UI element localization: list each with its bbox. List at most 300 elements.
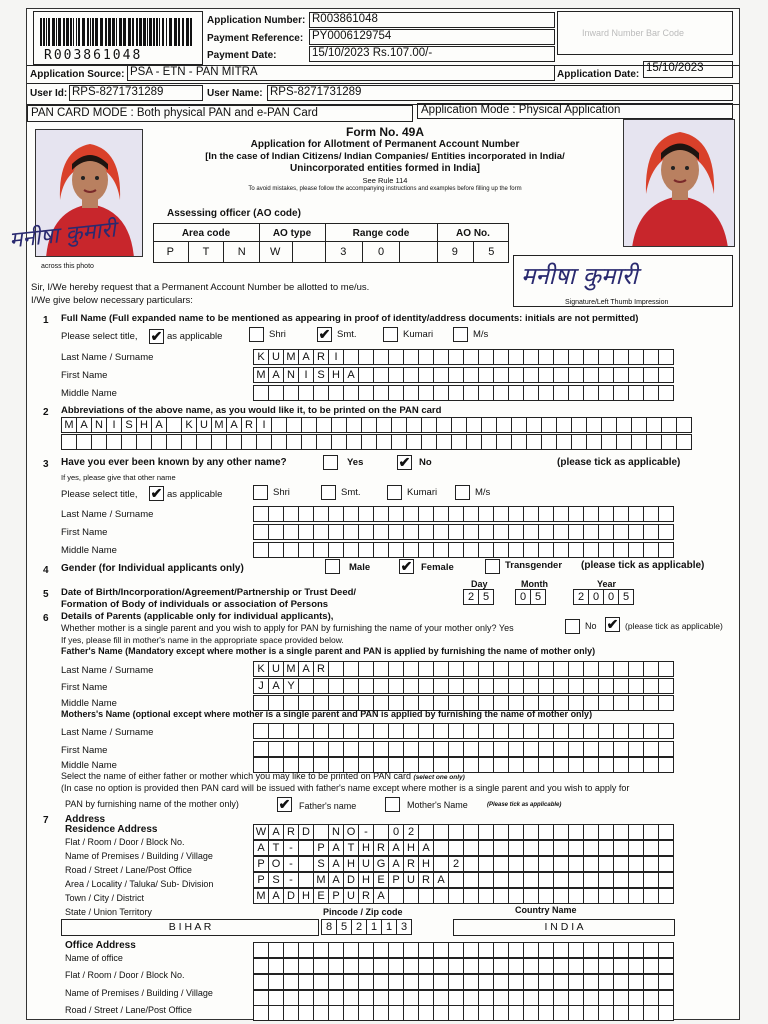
- s6-father-title: Father's Name (Mandatory except where mother is a single parent and PAN is applied by furnishing the name of mother only): [61, 646, 596, 656]
- barcode-bar: [166, 18, 167, 46]
- grid-cell: [598, 695, 614, 711]
- grid-cell: [388, 542, 404, 558]
- grid-cell: 5: [618, 589, 634, 605]
- grid-cell: E: [313, 888, 329, 904]
- grid-cell: [418, 723, 434, 739]
- s6-no-checkbox[interactable]: ✔: [606, 616, 619, 632]
- grid-cell: [643, 840, 659, 856]
- grid-cell: [643, 349, 659, 365]
- s5-month-label: Month: [521, 579, 548, 589]
- s1-ms-label: M/s: [473, 329, 489, 340]
- s6-father-opt-checkbox[interactable]: ✔: [278, 796, 291, 812]
- grid-cell: [493, 723, 509, 739]
- grid-cell: [313, 824, 329, 840]
- s1-first-grid[interactable]: [253, 367, 673, 383]
- grid-cell: [403, 542, 419, 558]
- s6-mother-last-grid[interactable]: [253, 723, 673, 739]
- grid-cell: [196, 434, 212, 450]
- grid-cell: [628, 695, 644, 711]
- grid-cell: [628, 824, 644, 840]
- grid-cell: [433, 678, 449, 694]
- grid-cell: [403, 367, 419, 383]
- app-number-value: R003861048: [309, 12, 555, 28]
- grid-cell: [643, 990, 659, 1006]
- grid-cell: [571, 434, 587, 450]
- grid-cell: [373, 661, 389, 677]
- s3-first-grid[interactable]: [253, 524, 673, 540]
- grid-cell: [283, 723, 299, 739]
- grid-cell: [286, 434, 302, 450]
- s7-office-premises-grid[interactable]: [253, 990, 673, 1006]
- s3-shri-checkbox[interactable]: [253, 485, 268, 500]
- s7-state-label: State / Union Territory: [65, 907, 152, 917]
- grid-cell: [598, 349, 614, 365]
- s6-mother-first-grid[interactable]: [253, 741, 673, 757]
- grid-cell: H: [358, 872, 374, 888]
- grid-cell: [583, 367, 599, 383]
- ao-no-label: AO No.: [456, 228, 490, 239]
- grid-cell: [553, 840, 569, 856]
- grid-cell: [496, 417, 512, 433]
- barcode-bar: [73, 18, 74, 46]
- grid-cell: [643, 974, 659, 990]
- grid-cell: [463, 888, 479, 904]
- range-code-label: Range code: [352, 228, 410, 239]
- barcode-bar: [112, 18, 115, 46]
- grid-cell: [478, 385, 494, 401]
- grid-cell: [493, 661, 509, 677]
- grid-cell: 2: [403, 824, 419, 840]
- grid-cell: A: [298, 661, 314, 677]
- grid-cell: M: [283, 349, 299, 365]
- grid-cell: [433, 958, 449, 974]
- grid-cell: [433, 741, 449, 757]
- s4-female-checkbox[interactable]: ✔: [400, 558, 413, 574]
- grid-cell: [508, 974, 524, 990]
- grid-cell: [268, 990, 284, 1006]
- grid-cell: [463, 506, 479, 522]
- app-date-label: Application Date:: [557, 69, 640, 80]
- grid-cell: [358, 349, 374, 365]
- s1-middle-grid[interactable]: [253, 385, 673, 401]
- s7-town-grid[interactable]: [253, 888, 673, 904]
- grid-cell: [628, 542, 644, 558]
- grid-cell: [508, 888, 524, 904]
- grid-cell: [496, 434, 512, 450]
- grid-cell: 2: [463, 589, 479, 605]
- s5-day-label: Day: [471, 579, 488, 589]
- grid-cell: [628, 840, 644, 856]
- grid-cell: [448, 872, 464, 888]
- grid-cell: M: [61, 417, 77, 433]
- s4-trans-checkbox[interactable]: [485, 559, 500, 574]
- ao-cell: N: [237, 246, 246, 258]
- grid-cell: S: [313, 367, 329, 383]
- grid-cell: [418, 349, 434, 365]
- s2-abbr-grid-1[interactable]: [61, 417, 691, 433]
- grid-cell: [298, 542, 314, 558]
- grid-cell: [628, 872, 644, 888]
- grid-cell: 5: [530, 589, 546, 605]
- s1-smt-checkbox[interactable]: ✔: [318, 326, 331, 342]
- grid-cell: [553, 506, 569, 522]
- payment-date-label: Payment Date:: [207, 50, 277, 61]
- header-divider-2: [27, 83, 739, 84]
- grid-cell: [268, 385, 284, 401]
- barcode-bar: [147, 18, 148, 46]
- grid-cell: [613, 974, 629, 990]
- grid-cell: [508, 367, 524, 383]
- grid-cell: [343, 506, 359, 522]
- barcode-bar: [156, 18, 158, 46]
- grid-cell: [448, 840, 464, 856]
- grid-cell: [313, 506, 329, 522]
- grid-cell: [433, 888, 449, 904]
- grid-cell: D: [283, 888, 299, 904]
- grid-cell: H: [343, 856, 359, 872]
- grid-cell: [418, 524, 434, 540]
- s6-father-last-grid[interactable]: [253, 661, 673, 677]
- grid-cell: [373, 506, 389, 522]
- grid-cell: [376, 417, 392, 433]
- grid-cell: 0: [603, 589, 619, 605]
- grid-cell: S: [121, 417, 137, 433]
- grid-cell: [538, 888, 554, 904]
- s2-abbr-grid-2[interactable]: [61, 434, 691, 450]
- grid-cell: [343, 942, 359, 958]
- grid-cell: [463, 824, 479, 840]
- grid-cell: [493, 1005, 509, 1021]
- grid-cell: [493, 385, 509, 401]
- grid-cell: [493, 824, 509, 840]
- grid-cell: [373, 990, 389, 1006]
- grid-cell: K: [253, 349, 269, 365]
- grid-cell: [553, 542, 569, 558]
- barcode-bar: [174, 18, 177, 46]
- s3-if-yes: If yes, please give that other name: [61, 473, 176, 482]
- grid-cell: [643, 542, 659, 558]
- grid-cell: [268, 723, 284, 739]
- grid-cell: [301, 417, 317, 433]
- s7-road-grid[interactable]: [253, 856, 673, 872]
- s3-shri-label: Shri: [273, 487, 290, 498]
- grid-cell: [598, 958, 614, 974]
- ao-no-cells: [437, 242, 509, 263]
- s7-premises-grid[interactable]: [253, 840, 673, 856]
- grid-cell: M: [313, 872, 329, 888]
- s5-year-grid[interactable]: [573, 589, 633, 605]
- grid-cell: [313, 990, 329, 1006]
- grid-cell: [508, 723, 524, 739]
- grid-cell: [358, 524, 374, 540]
- grid-cell: A: [388, 856, 404, 872]
- grid-cell: [583, 824, 599, 840]
- grid-cell: [358, 678, 374, 694]
- grid-cell: [358, 990, 374, 1006]
- s3-smt-checkbox[interactable]: [321, 485, 336, 500]
- grid-cell: [646, 417, 662, 433]
- s7-office-name-grid-1[interactable]: [253, 942, 673, 958]
- grid-cell: [508, 757, 524, 773]
- s3-ms-checkbox[interactable]: [455, 485, 470, 500]
- grid-cell: [478, 942, 494, 958]
- s3-title-checkbox-sample: ✔: [150, 485, 163, 501]
- grid-cell: [403, 958, 419, 974]
- grid-cell: U: [403, 872, 419, 888]
- grid-cell: [508, 524, 524, 540]
- grid-cell: [313, 385, 329, 401]
- s7-office-flat-grid[interactable]: [253, 974, 673, 990]
- grid-cell: [463, 757, 479, 773]
- grid-cell: [403, 990, 419, 1006]
- grid-cell: [658, 661, 674, 677]
- grid-cell: [283, 385, 299, 401]
- grid-cell: [343, 741, 359, 757]
- grid-cell: [403, 974, 419, 990]
- barcode-bar: [159, 18, 160, 46]
- grid-cell: [448, 524, 464, 540]
- s1-last-grid[interactable]: [253, 349, 673, 365]
- grid-cell: -: [283, 872, 299, 888]
- grid-cell: [523, 349, 539, 365]
- grid-cell: [271, 417, 287, 433]
- grid-cell: [583, 741, 599, 757]
- grid-cell: U: [268, 661, 284, 677]
- s7-flat-grid[interactable]: [253, 824, 673, 840]
- grid-cell: [571, 417, 587, 433]
- s3-kumari-checkbox[interactable]: [387, 485, 402, 500]
- grid-cell: [598, 757, 614, 773]
- s1-shri-checkbox[interactable]: [249, 327, 264, 342]
- s3-select-title: Please select title,: [61, 489, 138, 500]
- s1-kumari-checkbox[interactable]: [383, 327, 398, 342]
- grid-cell: [343, 661, 359, 677]
- grid-cell: [451, 434, 467, 450]
- grid-cell: [358, 741, 374, 757]
- s6-yes-checkbox[interactable]: [565, 619, 580, 634]
- grid-cell: [268, 958, 284, 974]
- grid-cell: [661, 434, 677, 450]
- grid-cell: 1: [366, 919, 382, 935]
- grid-cell: [613, 349, 629, 365]
- s1-shri-label: Shri: [269, 329, 286, 340]
- grid-cell: [658, 942, 674, 958]
- grid-cell: [538, 974, 554, 990]
- s1-ms-checkbox[interactable]: [453, 327, 468, 342]
- grid-cell: [613, 990, 629, 1006]
- grid-cell: [358, 974, 374, 990]
- s7-office-name-grid-2[interactable]: [253, 958, 673, 974]
- photo-caption: across this photo: [41, 263, 94, 270]
- grid-cell: [523, 974, 539, 990]
- grid-cell: [523, 385, 539, 401]
- grid-cell: [658, 757, 674, 773]
- grid-cell: 3: [396, 919, 412, 935]
- grid-cell: [268, 1005, 284, 1021]
- grid-cell: [478, 723, 494, 739]
- barcode-bar: [186, 18, 189, 46]
- range-code-cells: [325, 242, 437, 263]
- grid-cell: [583, 1005, 599, 1021]
- grid-cell: [553, 872, 569, 888]
- grid-cell: [643, 385, 659, 401]
- s3-middle-grid[interactable]: [253, 542, 673, 558]
- s3-last-grid[interactable]: [253, 506, 673, 522]
- s7-num: 7: [43, 815, 49, 826]
- grid-cell: [658, 958, 674, 974]
- grid-cell: [613, 695, 629, 711]
- grid-cell: I: [298, 367, 314, 383]
- grid-cell: [508, 872, 524, 888]
- s6-num: 6: [43, 613, 49, 624]
- grid-cell: A: [328, 856, 344, 872]
- grid-cell: [628, 506, 644, 522]
- grid-cell: [463, 990, 479, 1006]
- grid-cell: [433, 524, 449, 540]
- signature-caption: Signature/Left Thumb Impression: [565, 299, 669, 306]
- grid-cell: A: [388, 840, 404, 856]
- grid-cell: [583, 349, 599, 365]
- grid-cell: [316, 417, 332, 433]
- s3-last-label: Last Name / Surname: [61, 509, 154, 520]
- grid-cell: [553, 990, 569, 1006]
- grid-cell: [511, 434, 527, 450]
- grid-cell: [583, 888, 599, 904]
- s4-female-label: Female: [421, 562, 454, 573]
- s6-question: Whether mother is a single parent and you wish to apply for PAN by furnishing the name of your mother only? Yes: [61, 623, 514, 633]
- s7-area-grid[interactable]: [253, 872, 673, 888]
- grid-cell: [448, 824, 464, 840]
- s6-mother-opt-checkbox[interactable]: [385, 797, 400, 812]
- pan-form-page: [8, 8, 740, 1020]
- s3-yes-checkbox[interactable]: [323, 455, 338, 470]
- grid-cell: T: [343, 840, 359, 856]
- s5-month-grid[interactable]: [515, 589, 545, 605]
- grid-cell: [448, 349, 464, 365]
- barcode-bar: [139, 18, 142, 46]
- grid-cell: [613, 542, 629, 558]
- inward-barcode-box: [557, 11, 733, 55]
- grid-cell: [433, 824, 449, 840]
- grid-cell: A: [253, 840, 269, 856]
- barcode-graphic: [38, 16, 198, 52]
- s7-office-name-label: Name of office: [65, 953, 123, 963]
- grid-cell: [433, 542, 449, 558]
- barcode-bar: [119, 18, 122, 46]
- grid-cell: [553, 385, 569, 401]
- grid-cell: [388, 974, 404, 990]
- grid-cell: [253, 524, 269, 540]
- grid-cell: [436, 434, 452, 450]
- grid-cell: [643, 872, 659, 888]
- grid-cell: [493, 990, 509, 1006]
- grid-cell: H: [403, 840, 419, 856]
- grid-cell: [643, 856, 659, 872]
- grid-cell: [508, 990, 524, 1006]
- grid-cell: [448, 506, 464, 522]
- s7-pincode-grid[interactable]: [321, 919, 411, 935]
- ao-cell: 3: [325, 242, 363, 263]
- s3-kumari-label: Kumari: [407, 487, 438, 498]
- barcode-text: R003861048: [44, 48, 143, 63]
- grid-cell: [658, 840, 674, 856]
- grid-cell: [388, 678, 404, 694]
- grid-cell: [583, 678, 599, 694]
- grid-cell: [268, 542, 284, 558]
- grid-cell: A: [76, 417, 92, 433]
- s5-year-label: Year: [597, 579, 617, 589]
- ao-cell: W: [259, 242, 293, 263]
- ao-cell: P: [153, 242, 189, 263]
- s6-select-line: [61, 771, 465, 781]
- grid-cell: [583, 385, 599, 401]
- barcode-bar: [153, 18, 155, 46]
- user-id-label: User Id:: [30, 88, 68, 99]
- grid-cell: [478, 367, 494, 383]
- grid-cell: [166, 434, 182, 450]
- s4-male-checkbox[interactable]: [325, 559, 340, 574]
- s5-day-grid[interactable]: [463, 589, 493, 605]
- payment-date-value: 15/10/2023 Rs.107.00/-: [309, 46, 555, 62]
- grid-cell: [388, 385, 404, 401]
- grid-cell: [583, 661, 599, 677]
- grid-cell: [553, 678, 569, 694]
- grid-cell: [538, 542, 554, 558]
- grid-cell: [463, 542, 479, 558]
- grid-cell: A: [418, 840, 434, 856]
- s6-father-first-grid[interactable]: [253, 678, 673, 694]
- grid-cell: [628, 385, 644, 401]
- grid-cell: [508, 661, 524, 677]
- s1-kumari-label: Kumari: [403, 329, 434, 340]
- grid-cell: M: [253, 367, 269, 383]
- s7-town-label: Town / City / District: [65, 893, 145, 903]
- grid-cell: [388, 942, 404, 958]
- s1-as-applicable: as applicable: [167, 331, 223, 342]
- grid-cell: [316, 434, 332, 450]
- s5-num: 5: [43, 589, 49, 600]
- grid-cell: [478, 856, 494, 872]
- grid-cell: A: [268, 824, 284, 840]
- grid-cell: [568, 723, 584, 739]
- s3-middle-label: Middle Name: [61, 545, 117, 556]
- barcode-bar: [76, 18, 77, 46]
- grid-cell: [658, 990, 674, 1006]
- grid-cell: [313, 958, 329, 974]
- s1-first-label: First Name: [61, 370, 108, 381]
- grid-cell: [403, 524, 419, 540]
- grid-cell: [598, 741, 614, 757]
- s3-no-label: No: [419, 457, 432, 468]
- grid-cell: [418, 661, 434, 677]
- grid-cell: [403, 385, 419, 401]
- grid-cell: [613, 856, 629, 872]
- grid-cell: [298, 506, 314, 522]
- grid-cell: [328, 524, 344, 540]
- grid-cell: [628, 757, 644, 773]
- grid-cell: [508, 958, 524, 974]
- s3-no-checkbox[interactable]: ✔: [398, 454, 411, 470]
- grid-cell: [493, 757, 509, 773]
- s1-select-title: Please select title,: [61, 331, 138, 342]
- grid-cell: [613, 872, 629, 888]
- grid-cell: [448, 385, 464, 401]
- grid-cell: [598, 942, 614, 958]
- grid-cell: [478, 872, 494, 888]
- s7-office-road-grid[interactable]: [253, 1005, 673, 1021]
- app-number-label: Application Number:: [207, 15, 306, 26]
- grid-cell: [598, 856, 614, 872]
